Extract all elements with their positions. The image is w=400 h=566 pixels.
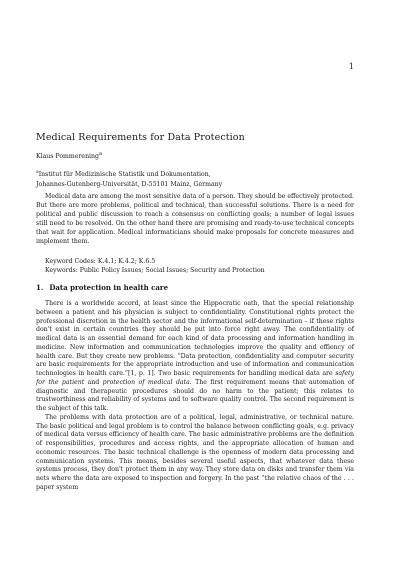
section-title: Data protection in health care — [49, 283, 169, 292]
page-number: 1 — [348, 62, 354, 71]
author-affiliation-mark: a — [98, 151, 103, 157]
affiliation-line-1: Institut für Medizinische Statistik und Dokumentation, — [38, 171, 211, 179]
emphasis-safety: safety for the patient — [36, 370, 354, 386]
paragraph-1-text-a: There is a worldwide accord, at least since the Hippocratic oath, that the special relationship between a patient and his physician is subject to confidentiality. Constitutional rights protect the professional discretion in the health sector and the informational self-determination – if these rights don't exist in certain countries they should be put into force right away. The confidentiality of medical data is an essential demand for each kind of data processing and information handling in medicine. New information and communication technologies improve the quality and effiency of health care. But they create new problems. “Data protection, confidentiality and computer security are basic requirements for the appropriate introduction and use of information and communication technologies in health care.”[1, p. 1]. Two basic requirements for handling medical data are — [36, 300, 354, 377]
keywords: Keywords: Public Policy Issues; Social Issues; Security and Protection — [45, 267, 265, 274]
paper-title: Medical Requirements for Data Protection — [36, 132, 245, 143]
author-line — [36, 151, 102, 160]
paragraph-1-text-b: . The first requirement means that automation of diagnostic and therapeutic procedures should do no harm to the patient; this relates to trustworthiness and reliability of systems and to software quality control. The second requirement is the subject of this talk. — [36, 378, 354, 412]
section-body — [36, 300, 354, 493]
section-heading — [36, 283, 168, 292]
affiliation-line-2: Johannes-Gutenberg-Universität, D-55101 Mainz, Germany — [36, 181, 223, 189]
paragraph-2: The problems with data protection are of a political, legal, administrative, or technical nature. The basic political and legal problem is to control the balance between conflicting goals, e.g. privacy of medical data versus efficiency of health care. The basic administrative problems are the definition of responsibilities, procedures and access rights, and the appropriate allocation of human and economic resources. The basic technical challenge is the openness of modern data processing and communication systems. This means, besides several useful aspects, that whatever data these systems process, they don't protect them in any way. They store data on disks and transfer them via nets where the data are exposed to inspection and forgery. In the past “the relative chaos of the . . . paper system — [36, 413, 354, 491]
paragraph-1-and: and — [84, 378, 103, 386]
emphasis-protection: protection of medical data — [102, 378, 190, 386]
affiliation-mark: a — [36, 170, 39, 175]
keyword-codes: Keyword Codes: K.4.1; K.4.2; K.6.5 — [45, 258, 156, 265]
author-name: Klaus Pommerening — [36, 153, 99, 161]
abstract: Medical data are among the most sensitive data of a person. They should be effectively protected. But there are more problems, political and technical, than successful solutions. There is a need for political and public discussion to reach a consensus on conflicting goals; a number of legal issues still need to be resolved. On the other hand there are promising and ready-to-use technical concepts that wait for application. Medical informaticians should make proposals for concrete measures and implement them. — [36, 193, 354, 245]
section-number: 1. — [36, 283, 44, 292]
paragraph-1 — [36, 300, 354, 414]
affiliation — [36, 168, 222, 190]
paper-page — [36, 0, 354, 566]
